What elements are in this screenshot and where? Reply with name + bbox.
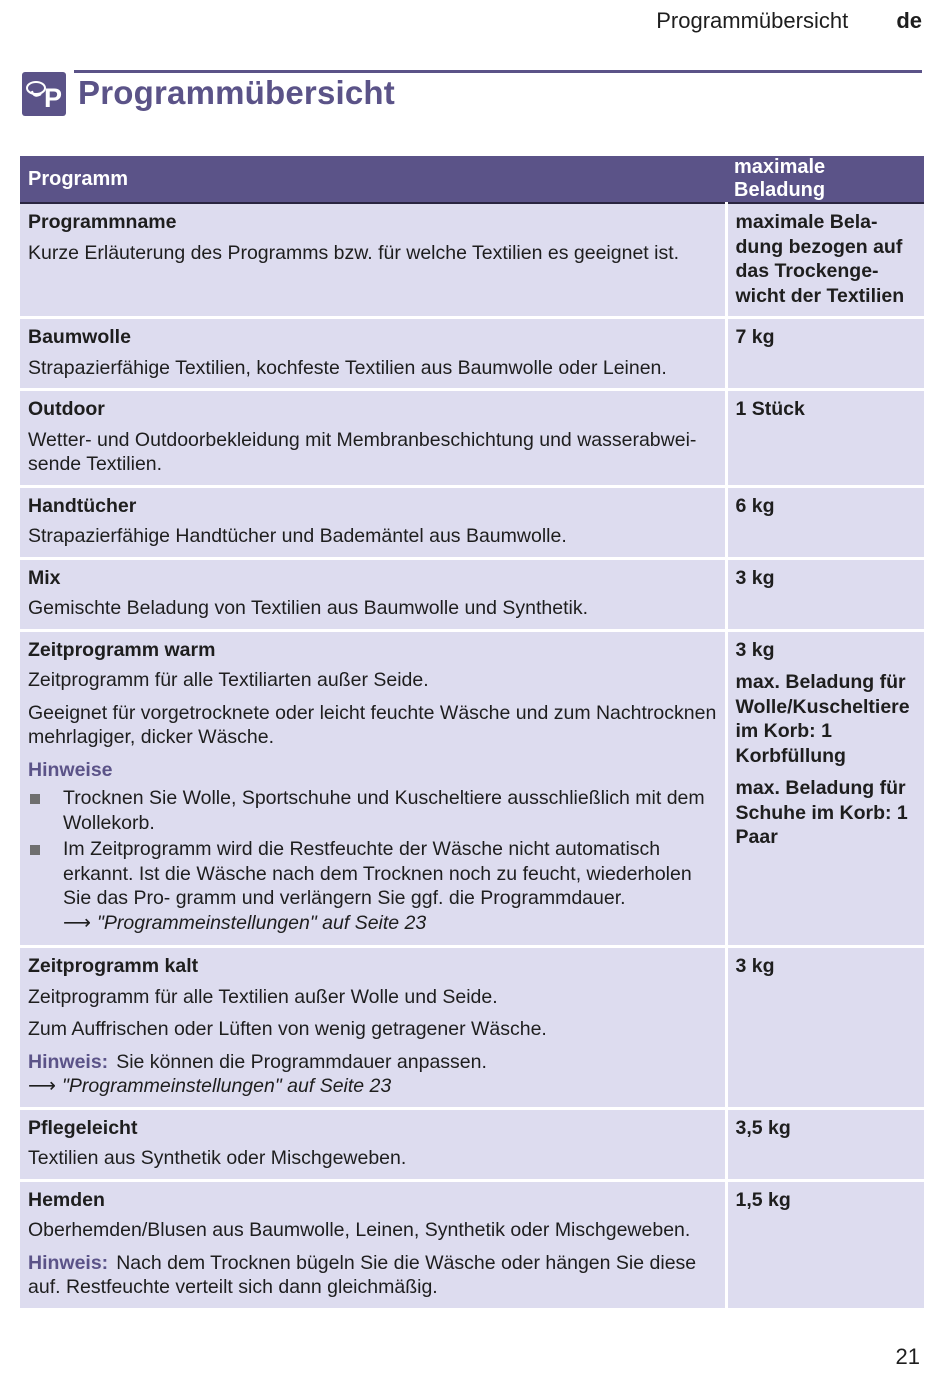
- table-row: [20, 1108, 924, 1180]
- max-load-cell: 6 kg: [726, 486, 924, 558]
- svg-text:P: P: [44, 83, 63, 113]
- square-bullet-icon: [30, 794, 40, 804]
- program-description: Gemischte Beladung von Textilien aus Baumwolle und Synthetik.: [28, 597, 589, 619]
- list-item: [28, 837, 717, 935]
- language-code: de: [896, 8, 922, 33]
- running-header: [656, 8, 922, 34]
- section-heading: [22, 70, 922, 118]
- max-load-shoes: max. Beladung für Schuhe im Korb: 1 Paar: [735, 777, 908, 848]
- program-name: Mix: [28, 566, 61, 589]
- max-load-cell: 3,5 kg: [726, 1108, 924, 1180]
- running-header-title: Programmübersicht: [656, 8, 849, 33]
- program-name: Zeitprogramm kalt: [28, 955, 199, 977]
- table-row: [20, 203, 924, 318]
- program-cell: [20, 318, 726, 390]
- program-name: Baumwolle: [28, 326, 131, 348]
- table-row: [20, 318, 924, 390]
- program-table: [20, 156, 924, 1311]
- program-name: Pflegeleicht: [28, 1116, 138, 1139]
- max-load-cell: 7 kg: [726, 318, 924, 390]
- max-load-cell: 3 kg: [726, 558, 924, 630]
- program-cell: [20, 203, 726, 318]
- program-description: Wetter- und Outdoorbekleidung mit Membranbeschichtung und wasserabwei- sende Textilien.: [28, 428, 697, 475]
- max-load-wool: max. Beladung für Wolle/Kuscheltiere im Korb: 1 Korbfüllung: [735, 671, 910, 767]
- program-description: Textilien aus Synthetik oder Mischgeweben.: [28, 1147, 407, 1169]
- max-load-cell: [726, 630, 924, 947]
- program-overview-p-icon: [22, 72, 66, 116]
- program-cell: [20, 390, 726, 487]
- program-cell: [20, 630, 726, 947]
- program-name: Hemden: [28, 1188, 105, 1211]
- program-description: Zum Auffrischen oder Lüften von wenig getragener Wäsche.: [28, 1018, 547, 1040]
- program-cell: [20, 486, 726, 558]
- arrow-right-icon: ⟶: [28, 1075, 56, 1097]
- hint: [28, 1050, 717, 1075]
- page-number: 21: [895, 1344, 920, 1369]
- hint-text: Trocknen Sie Wolle, Sportschuhe und Kuscheltiere ausschließlich mit dem Wollekorb.: [63, 787, 705, 834]
- program-description: Strapazierfähige Textilien, kochfeste Textilien aus Baumwolle oder Leinen.: [28, 356, 667, 379]
- program-description: Oberhemden/Blusen aus Baumwolle, Leinen, Synthetik oder Mischgeweben.: [28, 1219, 691, 1241]
- hint-label: Hinweis:: [28, 1251, 109, 1274]
- hints-title: Hinweise: [28, 758, 113, 781]
- page-title: Programmübersicht: [78, 74, 395, 111]
- heading-rule: [74, 70, 922, 73]
- max-load-value: 3 kg: [735, 638, 775, 661]
- program-description: Geeignet für vorgetrocknete oder leicht feuchte Wäsche und zum Nachtrocknen mehrlagiger, dicker Wäsche.: [28, 701, 717, 748]
- program-cell: [20, 1108, 726, 1180]
- cross-reference-text: "Programmeinstellungen" auf Seite 23: [61, 1075, 392, 1097]
- program-description: Kurze Erläuterung des Programms bzw. für welche Textilien es geeignet ist.: [28, 241, 680, 264]
- max-load-cell: maximale Bela- dung bezogen auf das Trockenge- wicht der Textilien: [726, 203, 924, 318]
- program-description: Zeitprogramm für alle Textiliarten außer Seide.: [28, 669, 429, 691]
- cross-reference[interactable]: [28, 1074, 717, 1099]
- table-header-row: [20, 156, 924, 203]
- max-load-cell: 1 Stück: [726, 390, 924, 487]
- max-load-cell: 3 kg: [726, 947, 924, 1109]
- hint-text: Nach dem Trocknen bügeln Sie die Wäsche oder hängen Sie diese auf. Restfeuchte verteilt sich dann gleichmäßig.: [28, 1251, 697, 1298]
- program-description: Zeitprogramm für alle Textilien außer Wolle und Seide.: [28, 985, 498, 1008]
- cross-reference-text: "Programmeinstellungen" auf Seite 23: [96, 911, 427, 934]
- program-description: Strapazierfähige Handtücher und Bademäntel aus Baumwolle.: [28, 525, 567, 547]
- program-name: Programmname: [28, 211, 177, 233]
- hint: [28, 1251, 717, 1300]
- column-header-program: Programm: [20, 156, 726, 203]
- table-row: [20, 390, 924, 487]
- cross-reference[interactable]: [63, 911, 717, 936]
- table-row: [20, 1180, 924, 1309]
- program-cell: [20, 558, 726, 630]
- table-row: [20, 486, 924, 558]
- hint-label: Hinweis:: [28, 1050, 109, 1073]
- hint-text: Im Zeitprogramm wird die Restfeuchte der Wäsche nicht automatisch erkannt. Ist die Wäsche nach dem Trocknen noch zu feucht, wiederholen Sie das Pro- gramm und verlängern Sie ggf. die Programmdauer.: [63, 838, 692, 909]
- program-name: Outdoor: [28, 398, 105, 420]
- hint-text: Sie können die Programmdauer anpassen.: [116, 1050, 487, 1073]
- program-cell: [20, 947, 726, 1109]
- list-item: [28, 786, 717, 835]
- table-row: [20, 558, 924, 630]
- column-header-max-load: maximale Beladung: [726, 156, 924, 203]
- square-bullet-icon: [30, 845, 40, 855]
- program-name: Zeitprogramm warm: [28, 638, 216, 661]
- table-row: [20, 630, 924, 947]
- arrow-right-icon: ⟶: [63, 911, 91, 934]
- table-row: [20, 947, 924, 1109]
- max-load-cell: 1,5 kg: [726, 1180, 924, 1309]
- program-name: Handtücher: [28, 494, 137, 517]
- hints-list: [28, 786, 717, 935]
- program-cell: [20, 1180, 726, 1309]
